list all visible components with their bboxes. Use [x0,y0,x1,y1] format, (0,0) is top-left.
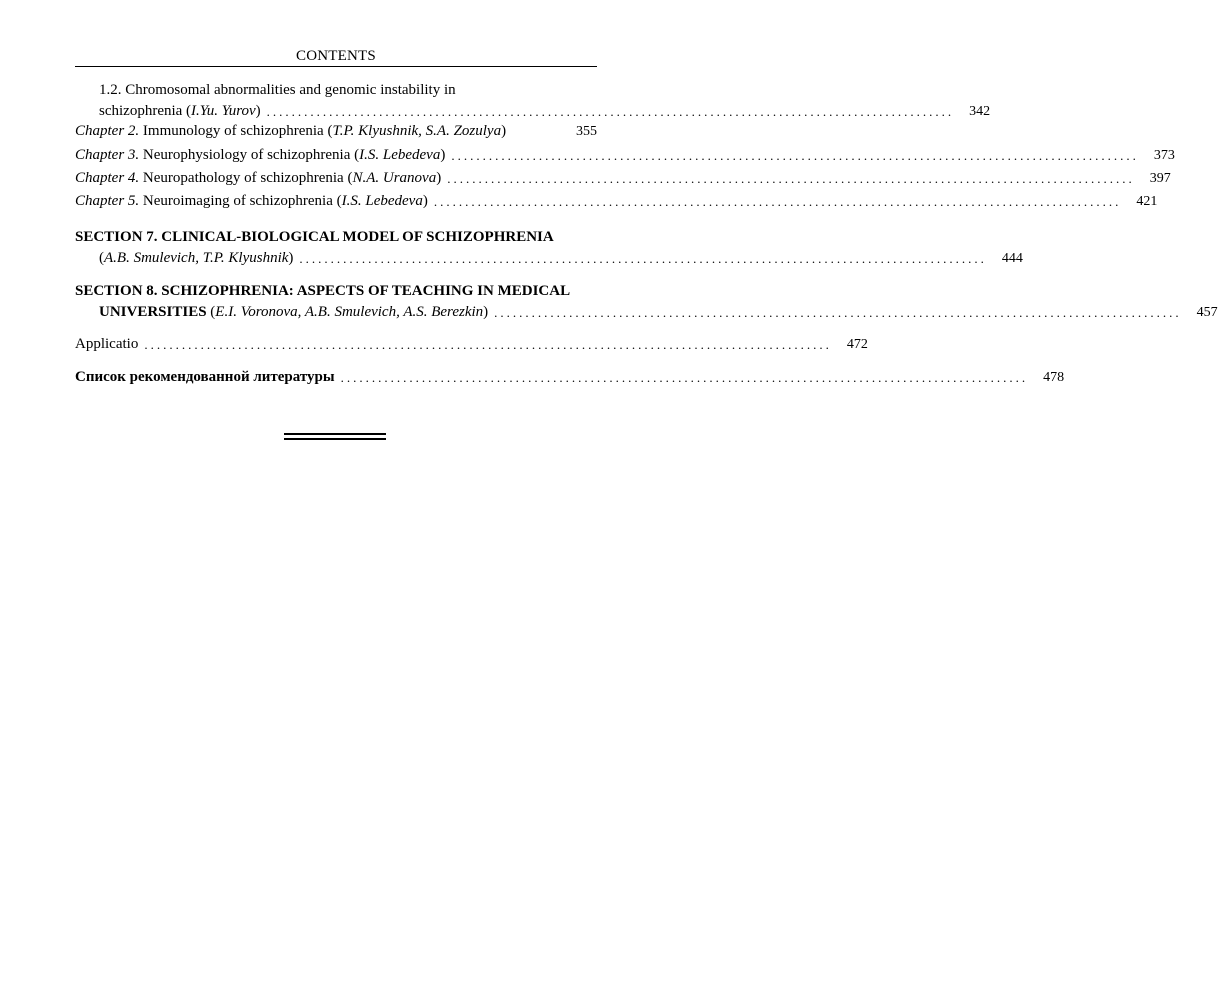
toc-entry-references[interactable] [75,367,1065,388]
decorative-rule-top [284,433,386,435]
toc-entry-title: Neuropathology of schizophrenia ( [139,170,353,186]
toc-page-number: 472 [846,337,868,352]
toc-page-number: 478 [1043,370,1065,385]
toc-entry-section-8[interactable] [75,281,1218,323]
dot-leader: .............................................................................................................. [451,148,1139,163]
chapter-label: Chapter 2. [75,123,140,139]
toc-entry-row [75,121,597,142]
toc-entry-title: Immunology of schizophrenia ( [139,123,333,139]
toc-entry-text [75,191,428,212]
toc-entry-chapter-2[interactable] [75,121,597,142]
dot-leader: .............................................................................................................. [144,337,832,352]
section-heading: SECTION 8. SCHIZOPHRENIA: ASPECTS OF TEACHING IN MEDICAL [75,283,571,299]
chapter-label: Chapter 3. [75,147,140,163]
toc-entry-1-2[interactable] [75,80,991,122]
toc-entry-row [75,367,1065,388]
toc-page-number: 457 [1196,305,1218,320]
dot-leader: .............................................................................................................. [266,104,955,119]
dot-leader: .............................................................................................................. [340,370,1029,385]
chapter-label: Chapter 5. [75,193,140,209]
toc-entry-author: I.S. Lebedeva [359,147,441,163]
toc-entry-bracket: ) [422,193,428,209]
toc-entry-bracket: ( [99,250,104,266]
toc-entry-text [75,121,506,142]
toc-entry-text [75,145,445,166]
toc-entry-chapter-5[interactable] [75,191,1158,212]
toc-page-number: 373 [1153,148,1175,163]
toc-entry-bracket: ( [206,304,216,320]
toc-page-number: 444 [1001,251,1023,266]
toc-entry-author: A.B. Smulevich, T.P. Klyushnik [104,250,289,266]
toc-entry-bracket: ) [255,103,261,119]
toc-entry-chapter-3[interactable] [75,145,1175,166]
dot-leader: .............................................................................................................. [433,194,1122,209]
toc-entry-chapter-4[interactable] [75,168,1171,189]
toc-entry-title: Список рекомендованной литературы [75,369,335,385]
toc-entry-text [99,248,293,269]
toc-entry-bracket: ) [501,123,507,139]
toc-page-number: 355 [576,124,597,139]
toc-page-number: 342 [969,104,991,119]
toc-page-number: 397 [1149,171,1171,186]
section-heading: SECTION 7. CLINICAL-BIOLOGICAL MODEL OF SCHIZOPHRENIA [75,229,554,245]
dot-leader: .............................................................................................................. [494,305,1182,320]
toc-entry-bracket: ) [483,304,489,320]
toc-entry-author: E.I. Voronova, A.B. Smulevich, A.S. Berezkin [215,304,484,320]
toc-entry-bracket: ) [288,250,294,266]
toc-entry-section-7[interactable] [75,227,1023,269]
toc-entry-bracket: ) [440,147,446,163]
decorative-rule-bottom [284,438,386,440]
chapter-label: Chapter 4. [75,170,140,186]
toc-entry-bracket: ) [436,170,442,186]
toc-entry-author: I.Yu. Yurov [191,103,256,119]
toc-entry-title: Neuroimaging of schizophrenia ( [139,193,342,209]
toc-entry-row [75,101,991,122]
toc-entry-row [75,248,1023,269]
header-title: CONTENTS [296,48,376,64]
toc-entry-application[interactable] [75,334,868,355]
toc-entry-row [75,145,1175,166]
toc-entry-title-line: 1.2. Chromosomal abnormalities and genomic instability in [99,82,456,98]
toc-entry-text [99,302,488,323]
toc-page-number: 421 [1136,194,1158,209]
running-header [75,48,597,67]
toc-entry-row [75,191,1158,212]
dot-leader: .............................................................................................................. [447,171,1135,186]
toc-entry-title: Applicatio [75,336,139,352]
toc-entry-row [75,302,1218,323]
toc-entry-title: schizophrenia ( [99,103,192,119]
toc-entry-row [75,168,1171,189]
toc-entry-author: T.P. Klyushnik, S.A. Zozulya [332,123,502,139]
dot-leader: .............................................................................................................. [299,251,987,266]
toc-entry-author: N.A. Uranova [352,170,437,186]
toc-entry-author: I.S. Lebedeva [341,193,423,209]
toc-entry-title: Neurophysiology of schizophrenia ( [139,147,360,163]
section-heading-continued: UNIVERSITIES [99,304,207,320]
toc-entry-text [99,101,261,122]
toc-entry-text [75,168,441,189]
toc-entry-row [75,334,868,355]
